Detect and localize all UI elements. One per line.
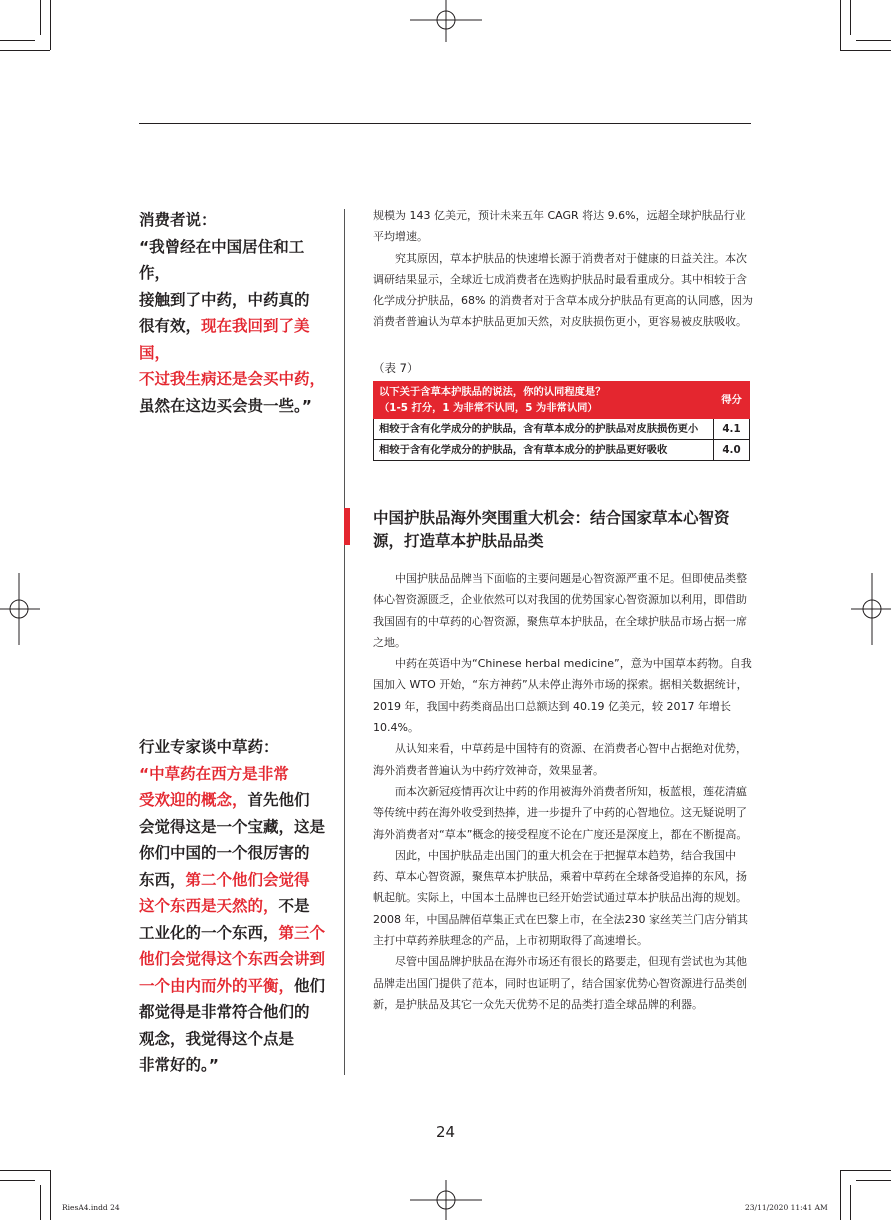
quote-line <box>139 814 335 841</box>
registration-mark-icon <box>0 573 40 645</box>
quote-highlight: 这个东西是天然的， <box>139 897 279 915</box>
slug-filename: RiesA4.indd 24 <box>62 1203 120 1212</box>
survey-table <box>373 381 750 461</box>
body-paragraph: 中国护肤品品牌当下面临的主要问题是心智资源严重不足。但即使品类整体心智资源匮乏，企业依然可以对我国的优势国家心智资源加以利用，即借助我国固有的中草药的心智资源，聚焦草本护肤品，在全球护肤品市场占据一席之地。 <box>373 572 747 649</box>
body-paragraph: 而本次新冠疫情再次让中药的作用被海外消费者所知，板蓝根，莲花清瘟等传统中药在海外收受到热捧，进一步提升了中药的心智地位。这无疑说明了海外消费者对“草本”概念的接受程度不论在广度还是深度上，都在不断提高。 <box>373 784 748 841</box>
crop-mark <box>50 1170 51 1220</box>
crop-mark <box>850 0 851 35</box>
expert-quote <box>139 734 335 1079</box>
quote-text: 虽然在这边买会贵一些。” <box>139 396 312 415</box>
expert-quote-label: 行业专家谈中草药： <box>139 738 279 756</box>
quote-text: 首先他们 <box>247 791 310 809</box>
table-cell-score: 4.0 <box>714 440 750 461</box>
crop-mark <box>0 40 35 41</box>
table-cell-score: 4.1 <box>714 419 750 440</box>
registration-mark-icon <box>410 0 482 42</box>
intro-text <box>373 205 753 333</box>
quote-text: 工业化的一个东西， <box>139 923 279 942</box>
crop-mark <box>40 0 41 35</box>
quote-line <box>139 946 335 973</box>
quote-highlight: 一个由内而外的平衡， <box>139 976 295 995</box>
crop-mark <box>0 1180 35 1181</box>
quote-line <box>139 999 335 1026</box>
header-scale-text: （1-5 打分，1 为非常不认同，5 为非常认同） <box>379 402 598 414</box>
table-row <box>374 440 750 461</box>
quote-text: 非常好的。” <box>139 1056 219 1074</box>
quote-line <box>139 761 335 788</box>
table-caption: （表 7） <box>373 361 419 375</box>
column-divider <box>344 209 345 1075</box>
quote-line <box>139 787 335 814</box>
header-rule <box>139 123 751 124</box>
registration-mark-icon <box>410 1180 482 1220</box>
consumer-quote-label: 消费者说： <box>139 211 217 229</box>
body-paragraph: 尽管中国品牌护肤品在海外市场还有很长的路要走，但现有尝试也为其他品牌走出国门提供了范本，同时也证明了，结合国家优势心智资源进行品类创新，是护肤品及其它一众先天优势不足的品类打造全球品牌的利器。 <box>373 955 747 1011</box>
quote-line <box>139 313 335 366</box>
crop-mark <box>840 1170 841 1220</box>
quote-line <box>139 973 335 1000</box>
quote-line <box>139 1026 335 1053</box>
registration-mark-icon <box>851 573 891 645</box>
slug-datetime: 23/11/2020 11:41 AM <box>745 1203 828 1212</box>
crop-mark <box>0 1170 50 1171</box>
quote-line <box>139 1052 335 1079</box>
body-paragraph: 从认知来看，中草药是中国特有的资源、在消费者心智中占据绝对优势，海外消费者普遍认为中药疗效神奇，效果显著。 <box>373 742 747 777</box>
quote-highlight: 现在我回到了美国， <box>139 317 310 362</box>
crop-mark <box>50 0 51 50</box>
crop-mark <box>840 50 891 51</box>
quote-line <box>139 287 335 314</box>
quote-highlight: “中草药在西方是非常 <box>139 764 289 783</box>
crop-mark <box>840 0 841 50</box>
crop-mark <box>850 1185 851 1220</box>
quote-highlight: 他们会觉得这个东西会讲到 <box>139 950 326 968</box>
quote-text: 东西， <box>139 870 186 889</box>
quote-highlight: 不过我生病还是会买中药， <box>139 370 326 388</box>
body-paragraph: 因此，中国护肤品走出国门的重大机会在于把握草本趋势，结合我国中药、草本心智资源，聚焦草本护肤品，乘着中草药在全球备受追捧的东风，扬帆起航。实际上，中国本土品牌也已经开始尝试通过草本护肤品出海的规划。2008 年，中国品牌佰草集正式在巴黎上市，在全法230 家丝芙兰门店分销其主打中草药养肤理念的产品，上市初期取得了高速增长。 <box>373 848 748 948</box>
page-number: 24 <box>435 1123 456 1141</box>
quote-line <box>139 366 335 393</box>
quote-line <box>139 840 335 867</box>
quote-highlight: 第二个他们会觉得 <box>185 870 310 889</box>
consumer-quote <box>139 207 335 419</box>
quote-highlight: 受欢迎的概念， <box>139 791 248 809</box>
quote-text: “我曾经在中国居住和工作， <box>139 237 305 282</box>
crop-mark <box>856 40 891 41</box>
body-paragraph: 中药在英语中为“Chinese herbal medicine”，意为中国草本药物。自我国加入 WTO 开始，“东方神药”从未停止海外市场的探索。据相关数据统计，2019 年，我国中药类商品出口总额达到 40.19 亿美元，较 2017 年增长 10.4%。 <box>373 657 752 735</box>
quote-text: 他们 <box>294 976 326 995</box>
table-cell-statement: 相较于含有化学成分的护肤品，含有草本成分的护肤品更好吸收 <box>374 440 714 461</box>
quote-text: 会觉得这是一个宝藏，这是 <box>139 817 326 836</box>
intro-paragraph: 规模为 143 亿美元，预计未来五年 CAGR 将达 9.6%，远超全球护肤品行业平均增速。 <box>373 209 746 244</box>
quote-line <box>139 393 335 420</box>
intro-paragraph: 究其原因，草本护肤品的快速增长源于消费者对于健康的日益关注。本次调研结果显示，全球近七成消费者在选购护肤品时最看重成分。其中相较于含化学成分护肤品，68% 的消费者对于含草本成分护肤品有更高的认同感，因为消费者普遍认为草本护肤品更加天然，对皮肤损伤更小，更容易被皮肤吸收。 <box>373 251 753 329</box>
quote-text: 接触到了中药，中药真的 <box>139 290 310 309</box>
section-accent-bar <box>344 508 350 545</box>
quote-text: 你们中国的一个很厉害的 <box>139 844 310 862</box>
table-header-question <box>374 382 714 419</box>
expert-quote-body <box>139 761 335 1079</box>
table-header-score: 得分 <box>714 382 750 419</box>
table-cell-statement: 相较于含有化学成分的护肤品，含有草本成分的护肤品对皮肤损伤更小 <box>374 419 714 440</box>
quote-line <box>139 920 335 947</box>
quote-text: 不是 <box>278 897 310 915</box>
section-body <box>373 568 753 1015</box>
quote-text: 很有效， <box>139 317 202 335</box>
table-header-row <box>374 382 750 419</box>
crop-mark <box>840 1170 891 1171</box>
quote-line <box>139 893 335 920</box>
crop-mark <box>40 1185 41 1220</box>
quote-text: 观念，我觉得这个点是 <box>139 1029 295 1048</box>
crop-mark <box>0 50 50 51</box>
quote-line <box>139 234 335 287</box>
consumer-quote-body <box>139 234 335 420</box>
header-question-text: 以下关于含草本护肤品的说法，你的认同程度是？ <box>379 386 606 398</box>
table-row <box>374 419 750 440</box>
quote-highlight: 第三个 <box>278 923 326 942</box>
crop-mark <box>856 1180 891 1181</box>
quote-text: 都觉得是非常符合他们的 <box>139 1003 310 1021</box>
quote-line <box>139 867 335 894</box>
section-title: 中国护肤品海外突围重大机会：结合国家草本心智资源，打造草本护肤品品类 <box>373 509 730 550</box>
